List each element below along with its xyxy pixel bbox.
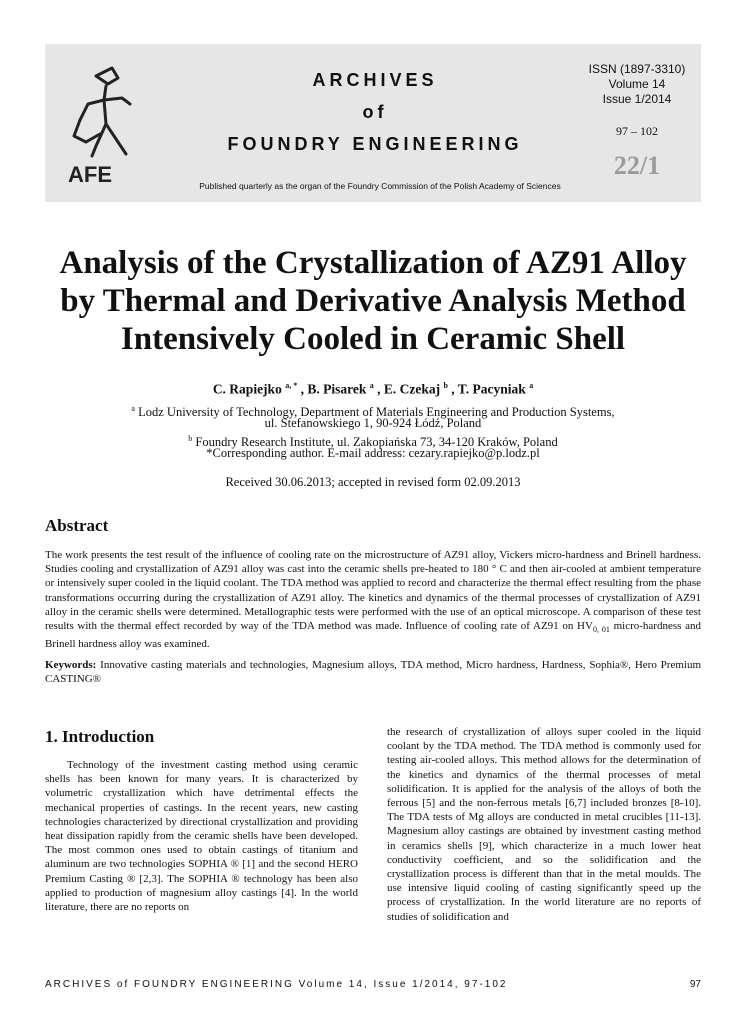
affiliation-a-address: ul. Stefanowskiego 1, 90-924 Łódź, Poland xyxy=(264,416,482,430)
journal-name-line1: ARCHIVES xyxy=(312,70,438,90)
journal-name-line2: of xyxy=(362,102,388,122)
issue: Issue 1/2014 xyxy=(602,92,672,106)
author-marker: a xyxy=(529,381,534,390)
journal-name-line3: FOUNDRY ENGINEERING xyxy=(227,134,523,154)
afe-logo xyxy=(66,64,146,186)
author: , E. Czekaj xyxy=(377,381,441,397)
affiliation-marker: b xyxy=(188,434,193,443)
keywords-label: Keywords: xyxy=(45,659,97,671)
corresponding-author: *Corresponding author. E-mail address: cezary.rapiejko@p.lodz.pl xyxy=(206,446,540,460)
abstract-text xyxy=(45,548,701,652)
author-marker: a, * xyxy=(285,381,298,390)
affiliation-marker: a xyxy=(131,404,135,413)
author: C. Rapiejko xyxy=(212,381,282,397)
abstract-subscript: 0, 01 xyxy=(592,625,610,635)
affiliation-text: Foundry Research Institute, ul. Zakopiańska 73, 34-120 Kraków, Poland xyxy=(195,435,558,450)
abstract-end: micro-hardness and Brinell hardness alloy was examined. xyxy=(45,620,701,651)
issn: ISSN (1897-3310) xyxy=(588,62,686,76)
running-title: ARCHIVES of FOUNDRY ENGINEERING Volume 14, Issue 1/2014, 97-102 xyxy=(45,979,508,990)
abstract-heading: Abstract xyxy=(45,516,109,535)
title-line: Analysis of the Crystallization of AZ91 Alloy xyxy=(59,245,687,281)
introduction-heading: 1. Introduction xyxy=(45,727,155,746)
received-dates: Received 30.06.2013; accepted in revised form 02.09.2013 xyxy=(225,475,521,489)
article-number: 22/1 xyxy=(613,151,661,180)
page-footer xyxy=(45,979,701,990)
author-list xyxy=(30,381,716,398)
abstract-main: The work presents the test result of the influence of cooling rate on the microstructure of AZ91 alloy, Vickers micro-hardness and Brinell hardness. Studies cooling and crystallization of AZ91 alloy was cast into the ceramic shells pre-heated to 180 ° C and then air-cooled at ambient temperature or intensively super cooled in the liquid coolant. The TDA method was applied to record and characterize the thermal effect resulting from the phase transformations occurring during the crystallization of AZ91 alloy. The kinetics and dynamics of the thermal processes of crystallization of AZ91 alloy in the ceramic shells were determined. Metallographic tests were performed with the use of an optical microscope. A comparison of these test results with the thermal effect recorded by way of the TDA method was made. Influence of cooling rate of AZ91 on HV xyxy=(45,549,701,633)
keywords-list: Innovative casting materials and technologies, Magnesium alloys, TDA method, Micro hardness, Hardness, Sophia®, Hero Premium CASTING® xyxy=(45,659,701,686)
intro-right-column: the research of crystallization of alloys super cooled in the liquid coolant by the TDA method. The TDA method is commonly used for testing air-cooled alloys. This method allows for the determination of the kinetics and dynamics of the thermal processes of metal solidification. It is applied for the analysis of the alloys of both the ferrous [5] and the non-ferrous metals [6,7] included bronzes [8-10]. The TDA tests of Mg alloys are conducted in metal crucibles [11-13]. Magnesium alloy castings are obtained by investment casting method in ceramics shells [9], which characterize in a much lower heat conductivity coefficient, and so the solidification and the crystallization process is different than that in the metal moulds. The use intensive liquid cooling of casting significantly speed up the process of crystallization. In the world literature are no reports of studies of solidification and xyxy=(387,726,701,923)
keywords xyxy=(45,658,701,686)
author-marker: a xyxy=(369,381,374,390)
paper-title xyxy=(30,244,716,358)
publisher-note: Published quarterly as the organ of the Foundry Commission of the Polish Academy of Sciences xyxy=(199,181,561,191)
svg-text:AFE: AFE xyxy=(68,162,112,186)
intro-left-column: Technology of the investment casting method using ceramic shells has been known for many years. It is characterized by volumetric crystallization which have detrimental effects the mechanical properties of castings. In the recent years, new casting technologies characterized by directional crystallization and providing heat dissipation rapidly from the ceramic shells have been developed. The most common ones used to obtain castings of titanium and aluminum are two technologies SOPHIA ® [1] and the second HERO Premium Casting ® [2,3]. The SOPHIA ® technology has been also applied to production of magnesium alloy castings [4]. In the world literature, there are no reports on xyxy=(45,759,358,914)
author-marker: b xyxy=(443,381,448,390)
affiliation-text: Lodz University of Technology, Department of Materials Engineering and Production Systems, xyxy=(138,405,615,420)
title-line: by Thermal and Derivative Analysis Method xyxy=(60,283,686,319)
volume: Volume 14 xyxy=(608,77,666,91)
page-number: 97 xyxy=(689,979,701,990)
author: , T. Pacyniak xyxy=(451,381,526,397)
page-range: 97 – 102 xyxy=(616,124,658,138)
title-line: Intensively Cooled in Ceramic Shell xyxy=(120,321,626,357)
author: , B. Pisarek xyxy=(300,381,367,397)
